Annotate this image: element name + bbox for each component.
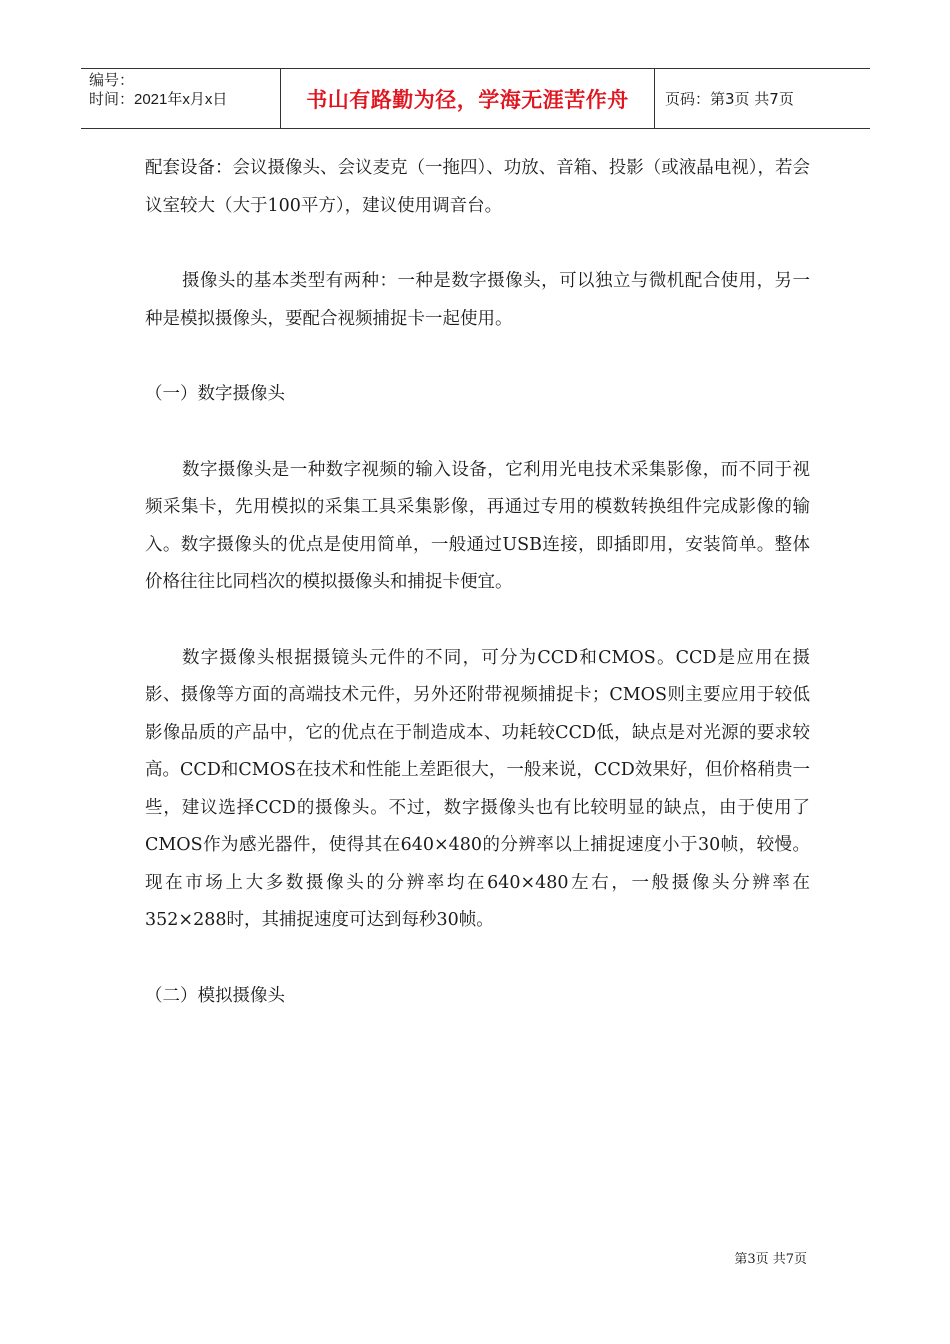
paragraph-equipment: 配套设备：会议摄像头、会议麦克（一拖四）、功放、音箱、投影（或液晶电视），若会议室较大（大于100平方），建议使用调音台。: [145, 158, 810, 216]
header-page-info: 页码：第3页 共7页: [665, 90, 794, 108]
paragraph-camera-types: 摄像头的基本类型有两种：一种是数字摄像头，可以独立与微机配合使用，另一种是模拟摄像头，要配合视频捕捉卡一起使用。: [145, 271, 810, 329]
page-footer-number: 第3页 共7页: [734, 1252, 807, 1267]
section-heading-analog: （二）模拟摄像头: [145, 985, 285, 1006]
section-heading-digital: （一）数字摄像头: [145, 384, 285, 404]
document-number-label: 编号：: [89, 72, 135, 89]
document-body: [145, 150, 810, 1015]
paragraph-digital-intro: 数字摄像头是一种数字视频的输入设备，它利用光电技术采集影像，而不同于视频采集卡，先用模拟的采集工具采集影像，再通过专用的模数转换组件完成影像的输入。数字摄像头的优点是使用简单，一般通过USB连接，即插即用，安装简单。整体价格往往比同档次的模拟摄像头和捕捉卡便宜。: [145, 459, 810, 592]
paragraph-ccd-cmos: 数字摄像头根据摄镜头元件的不同，可分为CCD和CMOS。CCD是应用在摄影、摄像等方面的高端技术元件，另外还附带视频捕捉卡；CMOS则主要应用于较低影像品质的产品中，它的优点在于制造成本、功耗较CCD低，缺点是对光源的要求较高。CCD和CMOS在技术和性能上差距很大，一般来说，CCD效果好，但价格稍贵一些，建议选择CCD的摄像头。不过，数字摄像头也有比较明显的缺点，由于使用了CMOS作为感光器件，使得其在640×480的分辨率以上捕捉速度小于30帧，较慢。现在市场上大多数摄像头的分辨率均在640×480左右，一般摄像头分辨率在352×288时，其捕捉速度可达到每秒30帧。: [145, 647, 810, 930]
page-header: [81, 68, 870, 129]
header-meta: [81, 69, 281, 128]
document-date: 时间：2021年x月x日: [89, 91, 228, 108]
header-motto: 书山有路勤为径，学海无涯苦作舟: [281, 69, 655, 128]
